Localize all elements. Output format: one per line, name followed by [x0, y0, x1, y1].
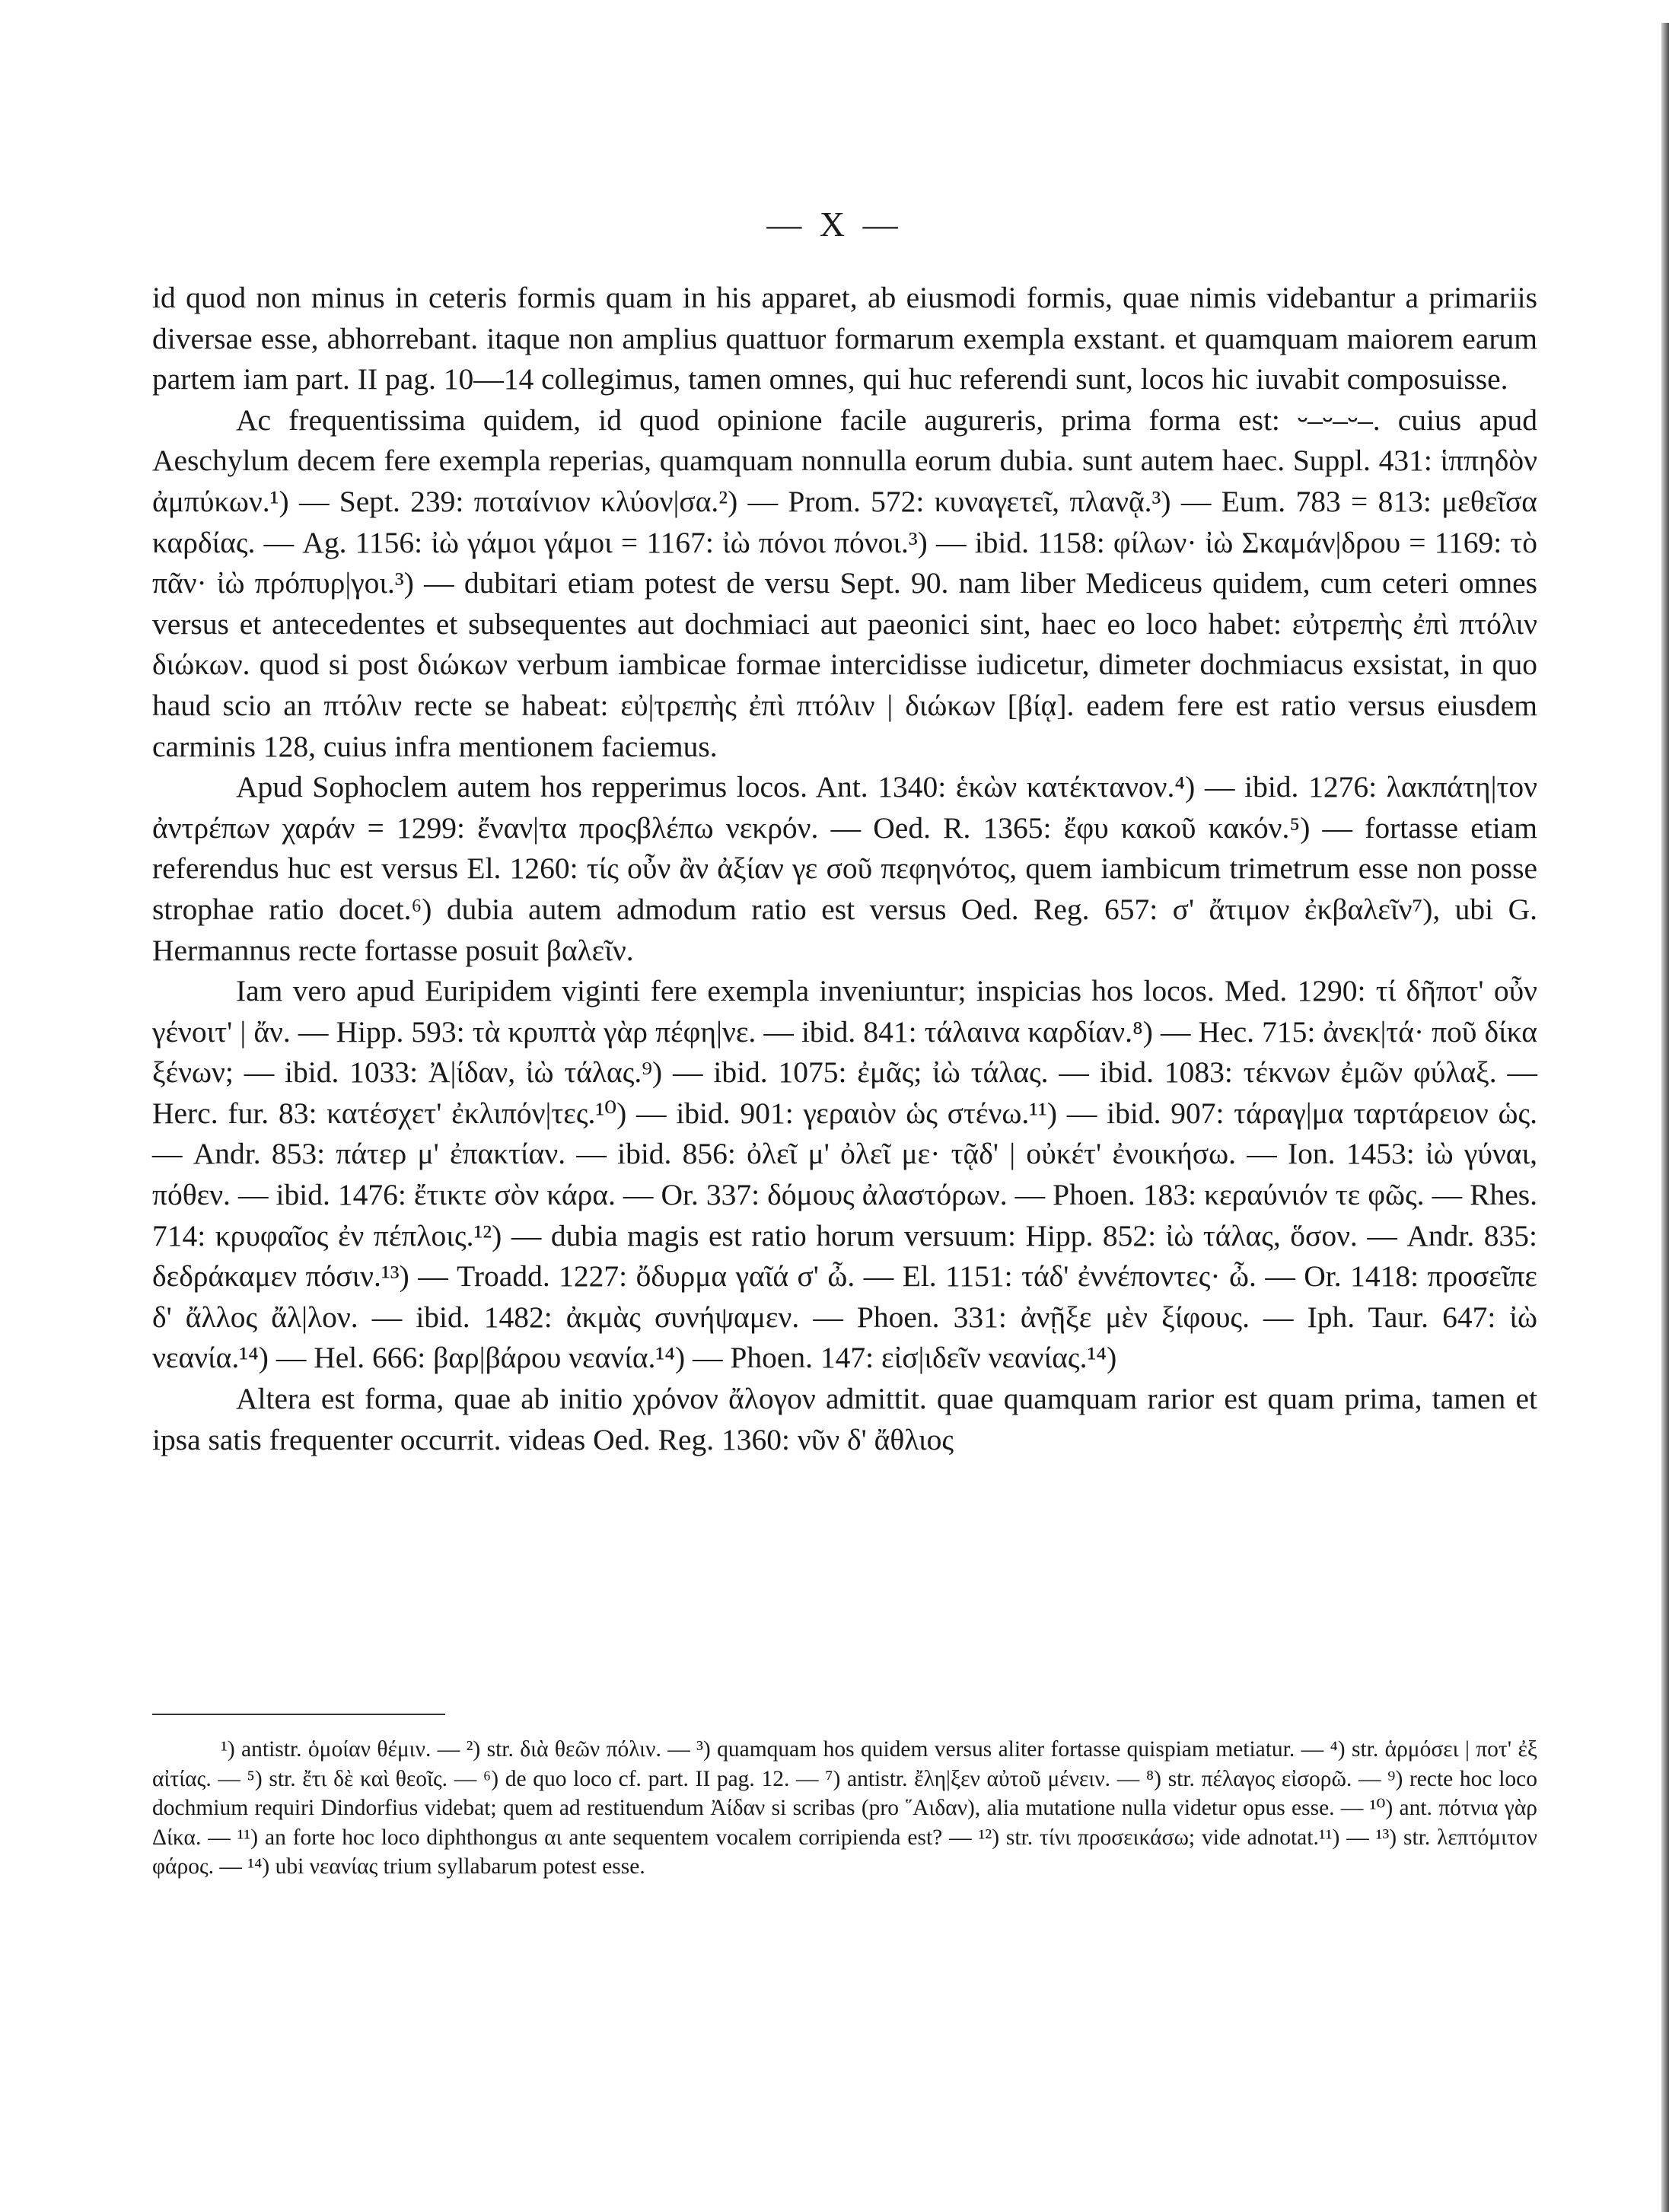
page-header: — X —	[766, 205, 903, 243]
paragraph-5: Altera est forma, quae ab initio χρόνον ἄλογον admittit. quae quamquam rarior est quam prima, tamen et ipsa satis frequenter occurrit. videas Oed. Reg. 1360: νῦν δ' ἄθλιος	[152, 1382, 1537, 1456]
footnote-rule	[152, 1714, 445, 1715]
paragraph-2: Ac frequentissima quidem, id quod opinione facile augureris, prima forma est: ⏑–⏑–⏑–. cuius apud Aeschylum decem fere exempla reperias, quamquam nonnulla eorum dubia. sunt autem haec. Suppl. 431: ἱππηδὸν ἀμπύκων.¹) — Sept. 239: ποταίνιον κλύον|σα.²) — Prom. 572: κυναγετεῖ, πλανᾷ.³) — Eum. 783 = 813: μεθεῖσα καρδίας. — Ag. 1156: ἰὼ γάμοι γάμοι = 1167: ἰὼ πόνοι πόνοι.³) — ibid. 1158: φίλων· ἰὼ Σκαμάν|δρου = 1169: τὸ πᾶν· ἰὼ πρόπυρ|γοι.³) — dubitari etiam potest de versu Sept. 90. nam liber Mediceus quidem, cum ceteri omnes versus et antecedentes et subsequentes aut dochmiaci aut paeonici sint, haec eo loco habet: εὐτρεπὴς ἐπὶ πτόλιν διώκων. quod si post διώκων verbum iambicae formae intercidisse iudicetur, dimeter dochmiacus exsistat, in quo haud scio an πτόλιν recte se habeat: εὐ|τρεπὴς ἐπὶ πτόλιν | διώκων [βίᾳ]. eadem fere est ratio versus eiusdem carminis 128, cuius infra mentionem faciemus.	[152, 403, 1537, 763]
paragraph-3: Apud Sophoclem autem hos repperimus locos. Ant. 1340: ἑκὼν κατέκτανον.⁴) — ibid. 1276: λακπάτη|τον ἀντρέπων χαράν = 1299: ἔναν|τα προςβλέπω νεκρόν. — Oed. R. 1365: ἔφυ κακοῦ κακόν.⁵) — fortasse etiam referendus huc est versus El. 1260: τίς οὖν ἂν ἀξίαν γε σοῦ πεφηνότος, quem iambicum trimetrum esse non posse strophae ratio docet.⁶) dubia autem admodum ratio est versus Oed. Reg. 657: σ' ἄτιμον ἐκβαλεῖν⁷), ubi G. Hermannus recte fortasse posuit βαλεῖν.	[152, 770, 1537, 967]
paragraph-4: Iam vero apud Euripidem viginti fere exempla inveniuntur; inspicias hos locos. Med. 1290: τί δῆποτ' οὖν γένοιτ' | ἄν. — Hipp. 593: τὰ κρυπτὰ γὰρ πέφη|νε. — ibid. 841: τάλαινα καρδίαν.⁸) — Hec. 715: ἀνεκ|τά· ποῦ δίκα ξένων; — ibid. 1033: Ἀ|ίδαν, ἰὼ τάλας.⁹) — ibid. 1075: ἐμᾶς; ἰὼ τάλας. — ibid. 1083: τέκνων ἐμῶν φύλαξ. — Herc. fur. 83: κατέσχετ' ἐκλιπόν|τες.¹⁰) — ibid. 901: γεραιὸν ὡς στένω.¹¹) — ibid. 907: τάραγ|μα ταρτάρειον ὡς. — Andr. 853: πάτερ μ' ἐπακτίαν. — ibid. 856: ὀλεῖ μ' ὀλεῖ με· τᾷδ' | οὐκέτ' ἐνοικήσω. — Ion. 1453: ἰὼ γύναι, πόθεν. — ibid. 1476: ἔτικτε σὸν κάρα. — Or. 337: δόμους ἀλαστόρων. — Phoen. 183: κεραύνιόν τε φῶς. — Rhes. 714: κρυφαῖος ἐν πέπλοις.¹²) — dubia magis est ratio horum versuum: Hipp. 852: ἰὼ τάλας, ὅσον. — Andr. 835: δεδράκαμεν πόσιν.¹³) — Troadd. 1227: ὄδυρμα γαῖά σ' ὦ. — El. 1151: τάδ' ἐννέποντες· ὦ. — Or. 1418: προσεῖπε δ' ἄλλος ἄλ|λον. — ibid. 1482: ἀκμὰς συνήψαμεν. — Phoen. 331: ἀνῇξε μὲν ξίφους. — Iph. Taur. 647: ἰὼ νεανία.¹⁴) — Hel. 666: βαρ|βάρου νεανία.¹⁴) — Phoen. 147: εἰσ|ιδεῖν νεανίας.¹⁴)	[152, 974, 1537, 1375]
footnotes	[152, 1735, 1537, 1882]
page-edge-shadow	[1661, 23, 1669, 2212]
paragraph-1: id quod non minus in ceteris formis quam in his apparet, ab eiusmodi formis, quae nimis videbantur a primariis diversae esse, abhorrebant. itaque non amplius quattuor formarum exempla exstant. et quamquam maiorem earum partem iam part. II pag. 10—14 collegimus, tamen omnes, qui huc referendi sunt, locos hic iuvabit composuisse.	[152, 281, 1537, 396]
footnote-text: ¹) antistr. ὁμοίαν θέμιν. — ²) str. διὰ θεῶν πόλιν. — ³) quamquam hos quidem versus aliter fortasse quispiam metiatur. — ⁴) str. ἁρμόσει | ποτ' ἐξ αἰτίας. — ⁵) str. ἔτι δὲ καὶ θεοῖς. — ⁶) de quo loco cf. part. II pag. 12. — ⁷) antistr. ἔλη|ξεν αὐτοῦ μένειν. — ⁸) str. πέλαγος εἰσορῶ. — ⁹) recte hoc loco dochmium requiri Dindorfius videbat; quem ad restituendum Ἀίδαν si scribas (pro ῞Αιδαν), alia mutatione nulla videtur opus esse. — ¹⁰) ant. πότνια γὰρ Δίκα. — ¹¹) an forte hoc loco diphthongus αι ante sequentem vocalem corripienda est? — ¹²) str. τίνι προσεικάσω; vide adnotat.¹¹) — ¹³) str. λεπτόμιτον φάρος. — ¹⁴) ubi νεανίας trium syllabarum potest esse.	[152, 1737, 1537, 1879]
main-text	[152, 278, 1537, 1460]
